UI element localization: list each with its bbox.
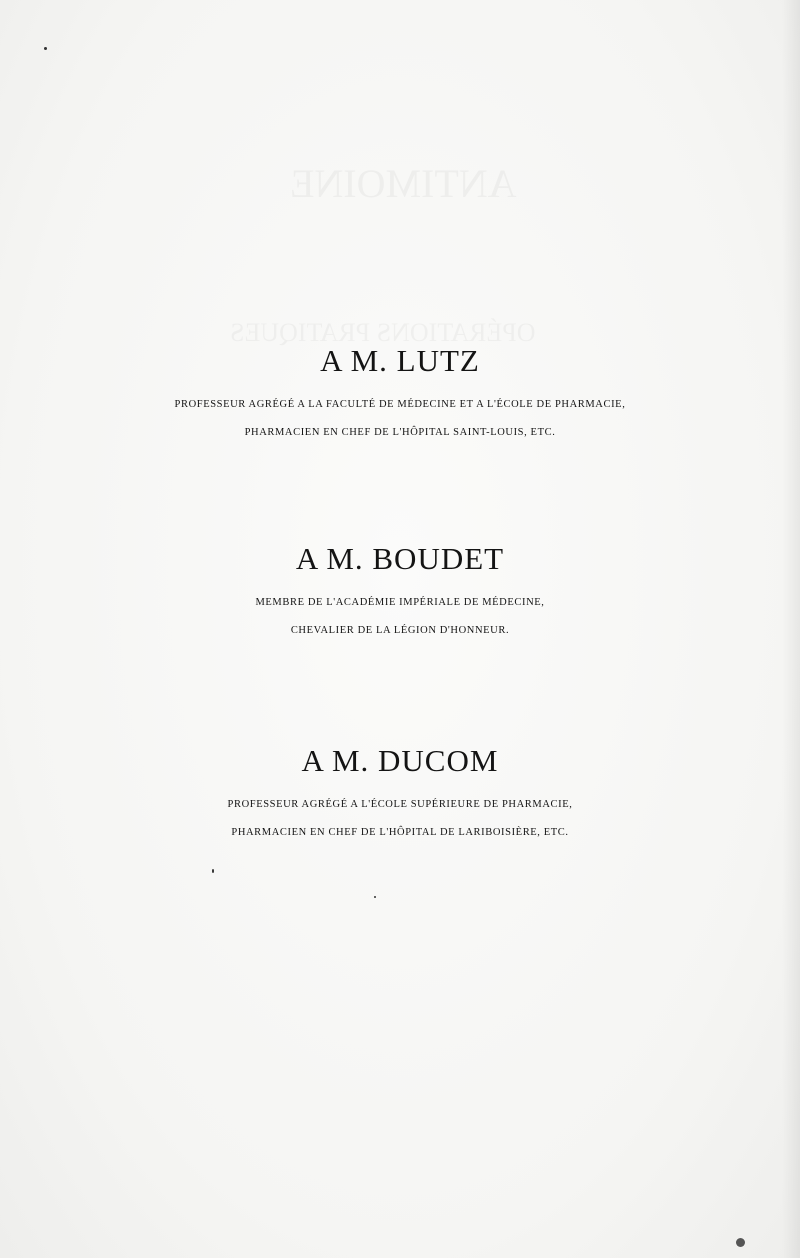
dedication-title-line: PHARMACIEN EN CHEF DE L'HÔPITAL DE LARIBOISIÈRE, ETC. [231,827,569,838]
bleed-through-heading [290,160,517,207]
paper-speck [212,869,214,873]
dedication-lutz [0,343,800,440]
dedication-title-line: PROFESSEUR AGRÉGÉ A L'ÉCOLE SUPÉRIEURE DE PHARMACIE, [227,799,573,810]
dedication-ducom [0,743,800,840]
dedication-name: A M. LUTZ [320,343,480,378]
dedication-title-line: PROFESSEUR AGRÉGÉ A LA FACULTÉ DE MÉDECINE ET A L'ÉCOLE DE PHARMACIE, [174,399,626,410]
dedication-boudet [0,541,800,638]
dedication-title-line: CHEVALIER DE LA LÉGION D'HONNEUR. [290,625,510,636]
paper-speck [736,1238,745,1247]
paper-speck [374,896,376,898]
dedication-name: A M. BOUDET [295,541,505,576]
page-edge-shadow [782,0,800,1258]
dedication-title-line: MEMBRE DE L'ACADÉMIE IMPÉRIALE DE MÉDECINE, [255,597,545,608]
paper-speck [44,47,47,50]
dedication-name: A M. DUCOM [301,743,499,778]
dedication-title-line: PHARMACIEN EN CHEF DE L'HÔPITAL SAINT-LOUIS, ETC. [244,427,556,438]
